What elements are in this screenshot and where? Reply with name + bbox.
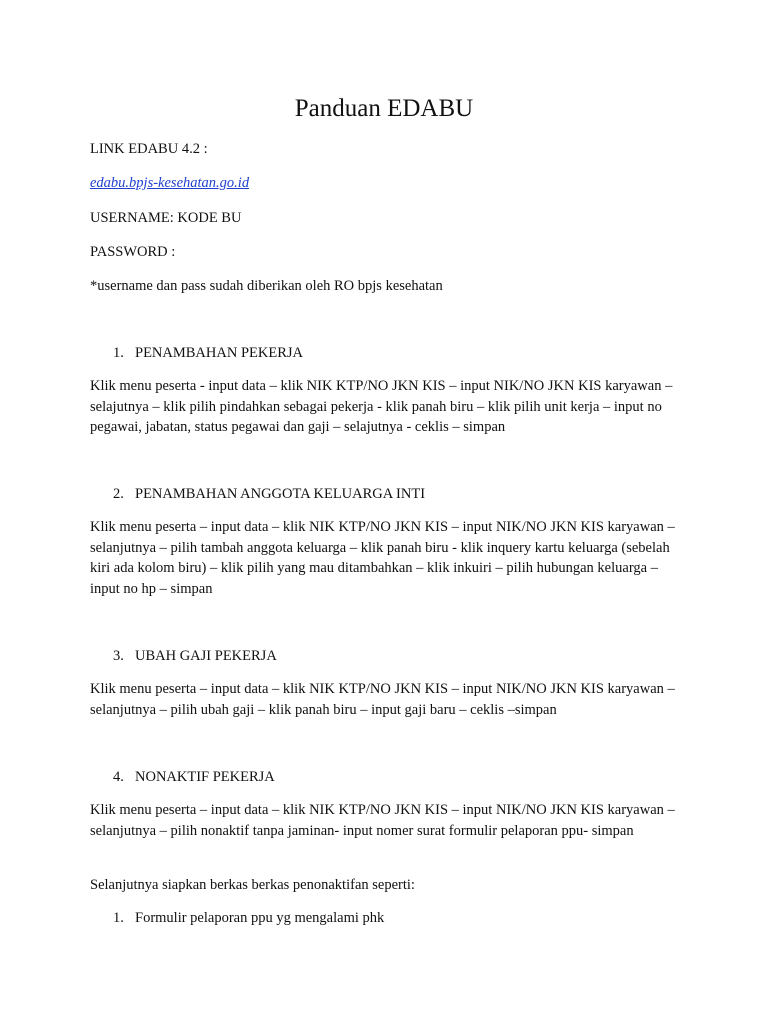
- sublist-item: [113, 908, 384, 928]
- section-title: UBAH GAJI PEKERJA: [135, 648, 277, 664]
- edabu-link[interactable]: edabu.bpjs-kesehatan.go.id: [90, 175, 250, 191]
- section-body: Klik menu peserta – input data – klik NIK KTP/NO JKN KIS – input NIK/NO JKN KIS karyawan – selanjutnya – pilih ubah gaji – klik panah biru – input gaji baru – ceklis –simpan: [90, 681, 675, 718]
- sublist-text: Formulir pelaporan ppu yg mengalami phk: [135, 910, 385, 926]
- section-body: Klik menu peserta – input data – klik NIK KTP/NO JKN KIS – input NIK/NO JKN KIS karyawan – selanjutnya – pilih nonaktif tanpa jaminan- input nomer surat formulir pelaporan ppu- simpan: [90, 802, 675, 839]
- section-heading: [113, 767, 275, 787]
- password-line: PASSWORD :: [90, 244, 176, 260]
- section-number: 3.: [113, 648, 124, 664]
- section-number: 1.: [113, 345, 124, 361]
- sublist-number: 1.: [113, 910, 124, 926]
- document-title: Panduan EDABU: [294, 95, 474, 122]
- section-heading: [113, 343, 303, 363]
- section-body: Klik menu peserta - input data – klik NIK KTP/NO JKN KIS – input NIK/NO JKN KIS karyawan – selajutnya – klik pilih pindahkan sebagai pekerja - klik panah biru – klik pilih unit kerja – input no pegawai, jabatan, status pegawai dan gaji – selajutnya - ceklis – simpan: [90, 378, 673, 436]
- username-line: USERNAME: KODE BU: [90, 210, 242, 226]
- section-heading: [113, 646, 277, 666]
- edabu-link-line: [90, 173, 249, 193]
- section-title: NONAKTIF PEKERJA: [135, 769, 275, 785]
- section-title: PENAMBAHAN ANGGOTA KELUARGA INTI: [135, 486, 426, 502]
- section-number: 2.: [113, 486, 124, 502]
- section-body: Klik menu peserta – input data – klik NIK KTP/NO JKN KIS – input NIK/NO JKN KIS karyawan – selanjutnya – pilih tambah anggota keluarga – klik panah biru - klik inquery kartu keluarga (sebelah kiri ada kolom biru) – klik pilih yang mau ditambahkan – klik inkuiri – pilih hubungan keluarga – input no hp – simpan: [90, 519, 675, 598]
- followup-text: Selanjutnya siapkan berkas berkas penonaktifan seperti:: [90, 877, 415, 893]
- link-label: LINK EDABU 4.2 :: [90, 141, 208, 157]
- section-number: 4.: [113, 769, 124, 785]
- credentials-note: *username dan pass sudah diberikan oleh RO bpjs kesehatan: [90, 278, 443, 294]
- section-heading: [113, 484, 425, 504]
- section-title: PENAMBAHAN PEKERJA: [135, 345, 303, 361]
